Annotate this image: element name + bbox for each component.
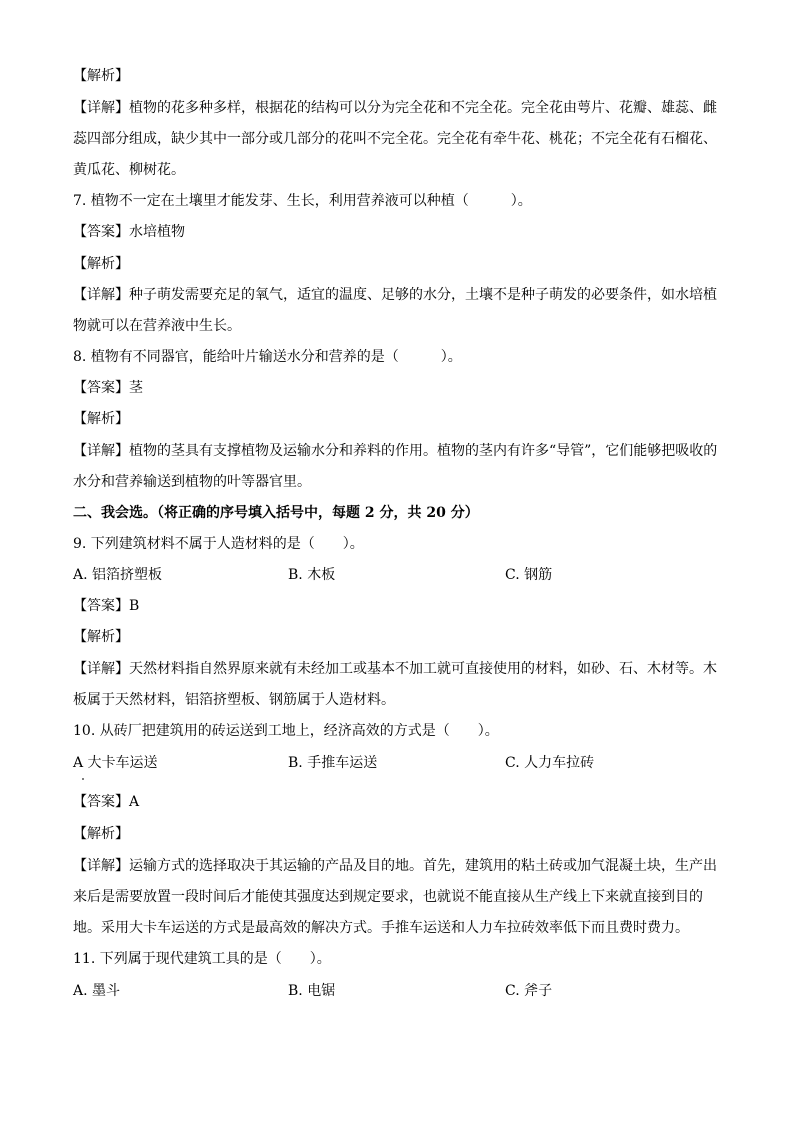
detail-paragraph-line: 来后是需要放置一段时间后才能使其强度达到规定要求，也就说不能直接从生产线上下来就直接到目的	[73, 889, 703, 905]
detail-paragraph-line: 蕊四部分组成，缺少其中一部分或几部分的花叫不完全花。完全花有牵牛花、桃花；不完全花有石榴花、	[73, 131, 717, 147]
analysis-label: 【解析】	[73, 826, 129, 842]
detail-paragraph-line: 水分和营养输送到植物的叶等器官里。	[73, 474, 311, 490]
stray-dot	[82, 778, 84, 780]
detail-paragraph-line: 【详解】运输方式的选择取决于其运输的产品及目的地。首先，建筑用的粘土砖或加气混凝土块，生产出	[73, 858, 717, 874]
q11-option-b: B. 电锯	[288, 983, 336, 999]
q11-option-a: A. 墨斗	[73, 983, 121, 999]
answer-label: 【答案】B	[73, 598, 140, 614]
detail-paragraph-line: 板属于天然材料，铝箔挤塑板、钢筋属于人造材料。	[73, 692, 395, 708]
answer-label: 【答案】A	[73, 794, 140, 810]
q10-option-a: A 大卡车运送	[73, 755, 158, 771]
detail-paragraph-line: 物就可以在营养液中生长。	[73, 318, 241, 334]
q9-option-c: C. 钢筋	[505, 567, 553, 583]
q11-option-c: C. 斧子	[505, 983, 553, 999]
analysis-label: 【解析】	[73, 629, 129, 645]
analysis-label: 【解析】	[73, 411, 129, 427]
analysis-label: 【解析】	[73, 68, 129, 84]
q9-option-b: B. 木板	[288, 567, 336, 583]
q10-option-c: C. 人力车拉砖	[505, 755, 595, 771]
answer-label: 【答案】水培植物	[73, 224, 185, 240]
section-heading: 二、我会选。（将正确的序号填入括号中，每题 2 分，共 20 分）	[73, 505, 479, 521]
detail-paragraph-line: 【详解】植物的茎具有支撑植物及运输水分和养料的作用。植物的茎内有许多“导管”，它们能够把吸收的	[73, 443, 718, 459]
question-8: 8. 植物有不同器官，能给叶片输送水分和营养的是（ ）。	[73, 349, 462, 365]
answer-label: 【答案】茎	[73, 380, 143, 396]
detail-paragraph-line: 【详解】天然材料指自然界原来就有未经加工或基本不加工就可直接使用的材料，如砂、石、木材等。木	[73, 661, 717, 677]
q10-option-b: B. 手推车运送	[288, 755, 378, 771]
question-11: 11. 下列属于现代建筑工具的是（ ）。	[73, 951, 331, 967]
question-7: 7. 植物不一定在土壤里才能发芽、生长，利用营养液可以种植（ ）。	[73, 193, 532, 209]
q9-option-a: A. 铝箔挤塑板	[73, 567, 163, 583]
detail-paragraph-line: 【详解】种子萌发需要充足的氧气，适宜的温度、足够的水分，土壤不是种子萌发的必要条件，如水培植	[73, 287, 717, 303]
analysis-label: 【解析】	[73, 256, 129, 272]
detail-paragraph-line: 黄瓜花、柳树花。	[73, 162, 185, 178]
detail-paragraph-line: 地。采用大卡车运送的方式是最高效的解决方式。手推车运送和人力车拉砖效率低下而且费时费力。	[73, 920, 689, 936]
question-10: 10. 从砖厂把建筑用的砖运送到工地上，经济高效的方式是（ ）。	[73, 723, 499, 739]
question-9: 9. 下列建筑材料不属于人造材料的是（ ）。	[73, 536, 364, 552]
detail-paragraph-line: 【详解】植物的花多种多样，根据花的结构可以分为完全花和不完全花。完全花由萼片、花瓣、雄蕊、雌	[73, 100, 717, 116]
